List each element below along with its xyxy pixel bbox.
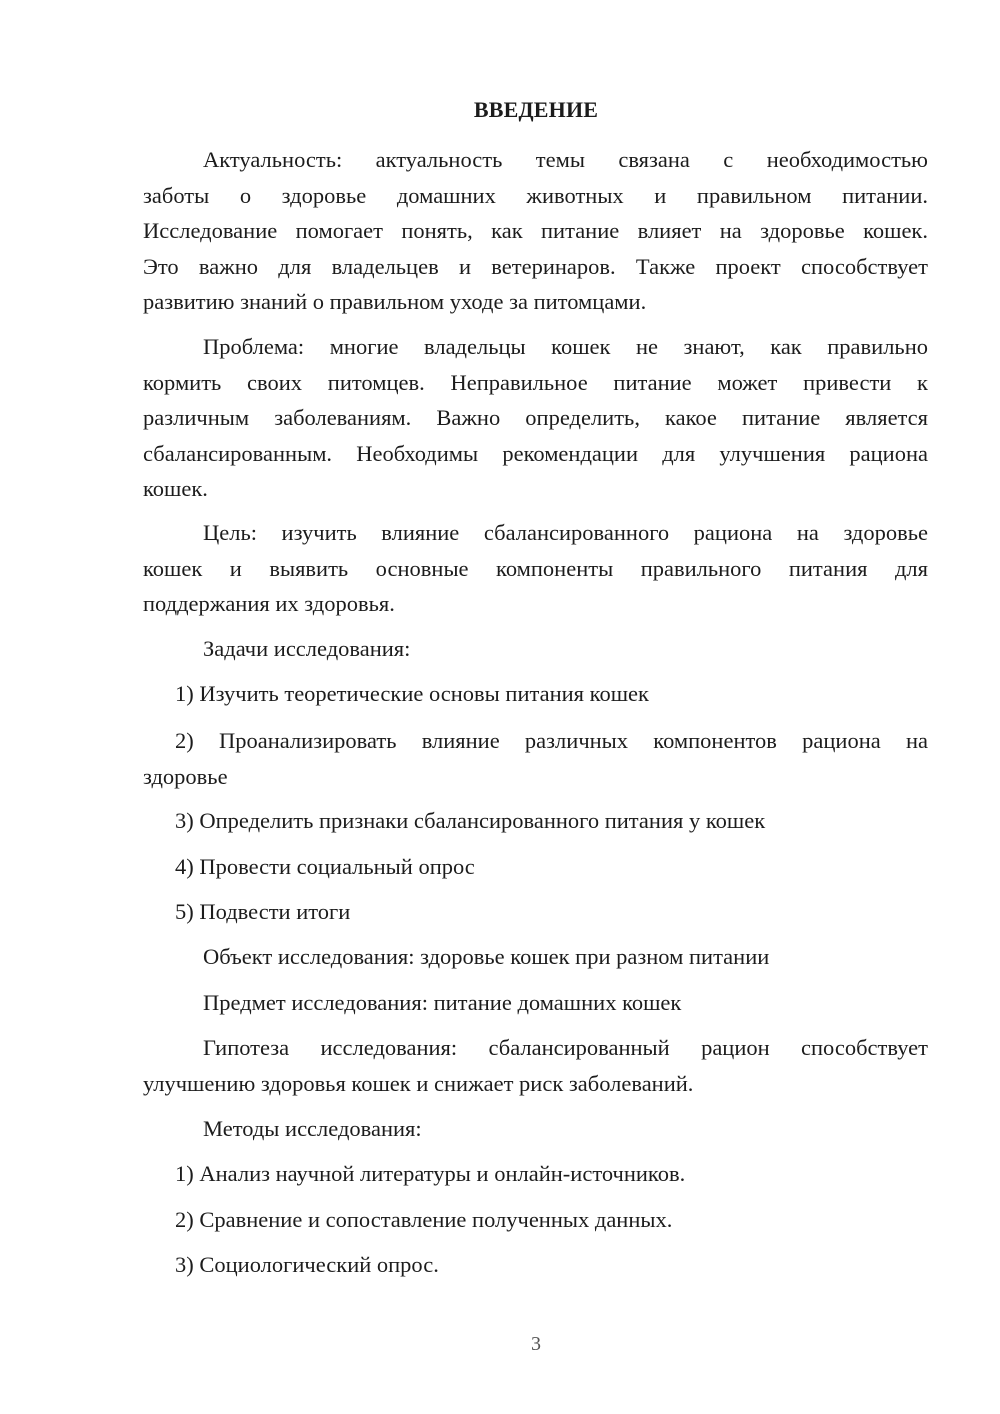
task-item-4: 4) Провести социальный опрос	[175, 854, 475, 879]
research-subject: Предмет исследования: питание домашних кошек	[203, 990, 682, 1015]
research-object: Объект исследования: здоровье кошек при разном питании	[203, 944, 770, 969]
method-item-1: 1) Анализ научной литературы и онлайн-источников.	[175, 1161, 686, 1186]
methods-heading: Методы исследования:	[203, 1116, 422, 1141]
section-heading: ВВЕДЕНИЕ	[473, 97, 599, 122]
text-line: сбалансированным. Необходимы рекомендации для улучшения рациона	[143, 440, 928, 466]
hypothesis-paragraph	[143, 1030, 928, 1101]
text-line: Это важно для владельцев и ветеринаров. Также проект способствует	[143, 253, 928, 279]
text-line: Проблема: многие владельцы кошек не знают, как правильно	[203, 334, 928, 359]
text-line: Актуальность: актуальность темы связана с необходимостью	[203, 147, 928, 172]
task-item-1: 1) Изучить теоретические основы питания кошек	[175, 681, 649, 706]
text-line: кошек.	[143, 476, 208, 501]
text-line: развитию знаний о правильном уходе за питомцами.	[143, 289, 647, 314]
text-line: улучшению здоровья кошек и снижает риск заболеваний.	[143, 1070, 694, 1096]
text-line: поддержания их здоровья.	[143, 591, 395, 616]
goal-paragraph	[143, 515, 928, 622]
text-line: 2) Проанализировать влияние различных компонентов рациона на	[175, 728, 928, 753]
method-item-2: 2) Сравнение и сопоставление полученных данных.	[175, 1207, 673, 1232]
text-line: заботы о здоровье домашних животных и правильном питании.	[143, 182, 928, 208]
text-line: Цель: изучить влияние сбалансированного рациона на здоровье	[203, 520, 928, 545]
page-number: 3	[531, 1333, 541, 1355]
tasks-heading: Задачи исследования:	[203, 636, 411, 661]
text-line: кошек и выявить основные компоненты правильного питания для	[143, 555, 928, 581]
text-line: Исследование помогает понять, как питание влияет на здоровье кошек.	[143, 218, 928, 243]
text-line: кормить своих питомцев. Неправильное питание может привести к	[143, 369, 928, 395]
relevance-paragraph	[143, 142, 928, 320]
task-item-3: 3) Определить признаки сбалансированного питания у кошек	[175, 808, 766, 833]
task-item-5: 5) Подвести итоги	[175, 899, 351, 924]
text-line: здоровье	[143, 763, 228, 789]
text-line: Гипотеза исследования: сбалансированный рацион способствует	[203, 1035, 928, 1060]
problem-paragraph	[143, 329, 928, 507]
method-item-3: 3) Социологический опрос.	[175, 1252, 439, 1277]
text-line: различным заболеваниям. Важно определить, какое питание является	[143, 405, 928, 430]
task-item-2	[143, 723, 928, 794]
